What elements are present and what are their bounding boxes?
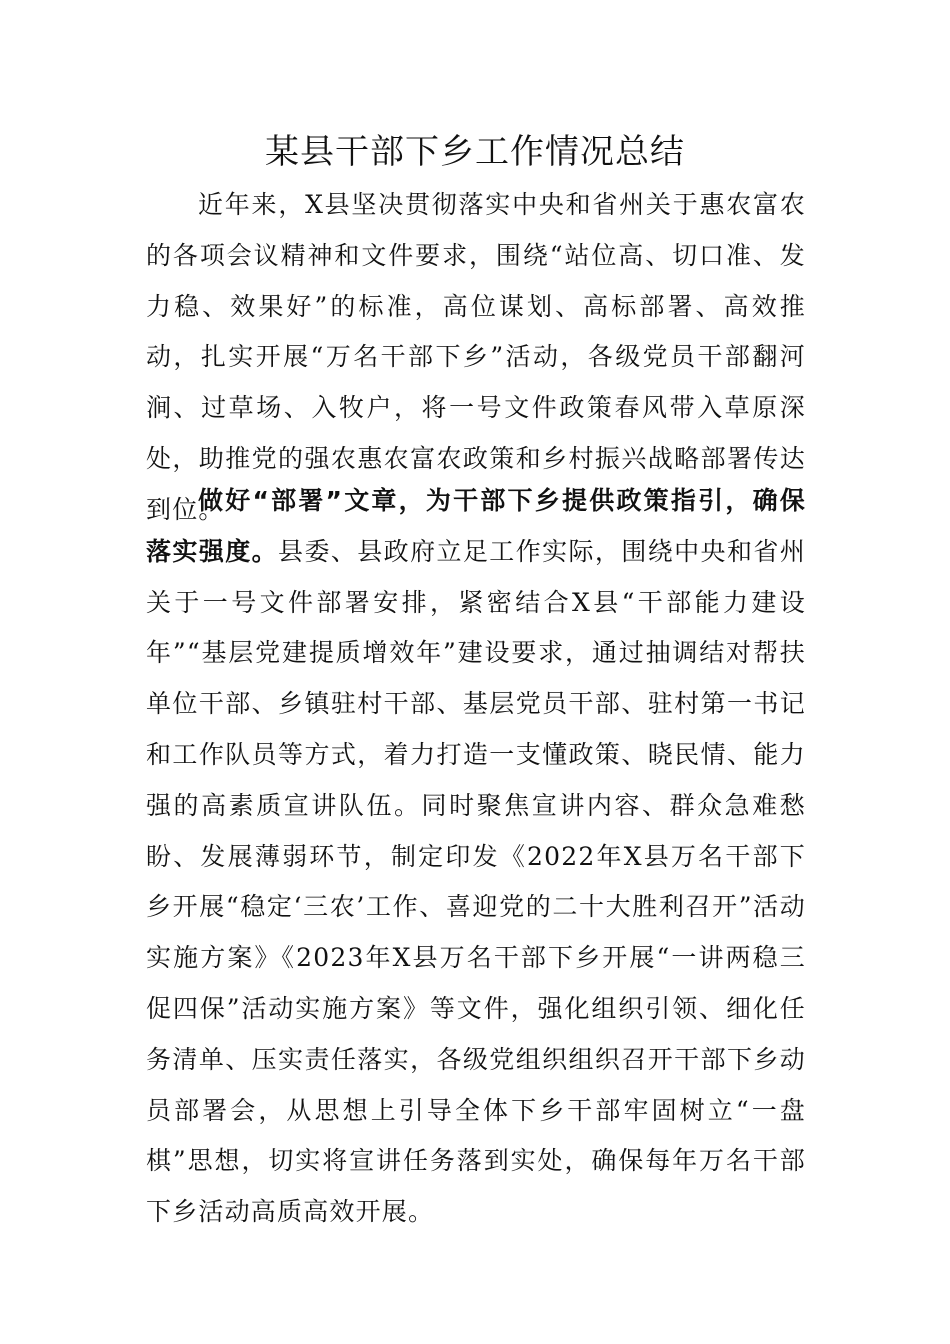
paragraph-deployment-text: 县委、县政府立足工作实际，围绕中央和省州关于一号文件部署安排，紧密结合X县“干部能力建设年”“基层党建提质增效年”建设要求，通过抽调结对帮扶单位干部、乡镇驻村干部、基层党员干部、驻村第一书记和工作队员等方式，着力打造一支懂政策、晓民情、能力强的高素质宣讲队伍。同时聚焦宣讲内容、群众急难愁盼、发展薄弱环节，制定印发《2022年X县万名干部下乡开展“稳定‘三农’工作、喜迎党的二十大胜利召开”活动实施方案》《2023年X县万名干部下乡开展“一讲两稳三促四保”活动实施方案》等文件，强化组织引领、细化任务清单、压实责任落实，各级党组织组织召开干部下乡动员部署会，从思想上引导全体下乡干部牢固树立“一盘棋”思想，切实将宣讲任务落到实处，确保每年万名干部下乡活动高质高效开展。	[146, 536, 806, 1227]
paragraph-deployment	[146, 476, 806, 1238]
paragraph-deployment-heading: 做好“部署”文章，为干部下乡提供政策指引，确保落实强度。	[146, 486, 806, 566]
paragraph-intro-text: 近年来，X县坚决贯彻落实中央和省州关于惠农富农的各项会议精神和文件要求，围绕“站位高、切口准、发力稳、效果好”的标准，高位谋划、高标部署、高效推动，扎实开展“万名干部下乡”活动，各级党员干部翻河涧、过草场、入牧户，将一号文件政策春风带入草原深处，助推党的强农惠农富农政策和乡村振兴战略部署传达到位。	[146, 190, 806, 524]
document-title: 某县干部下乡工作情况总结	[265, 132, 685, 172]
